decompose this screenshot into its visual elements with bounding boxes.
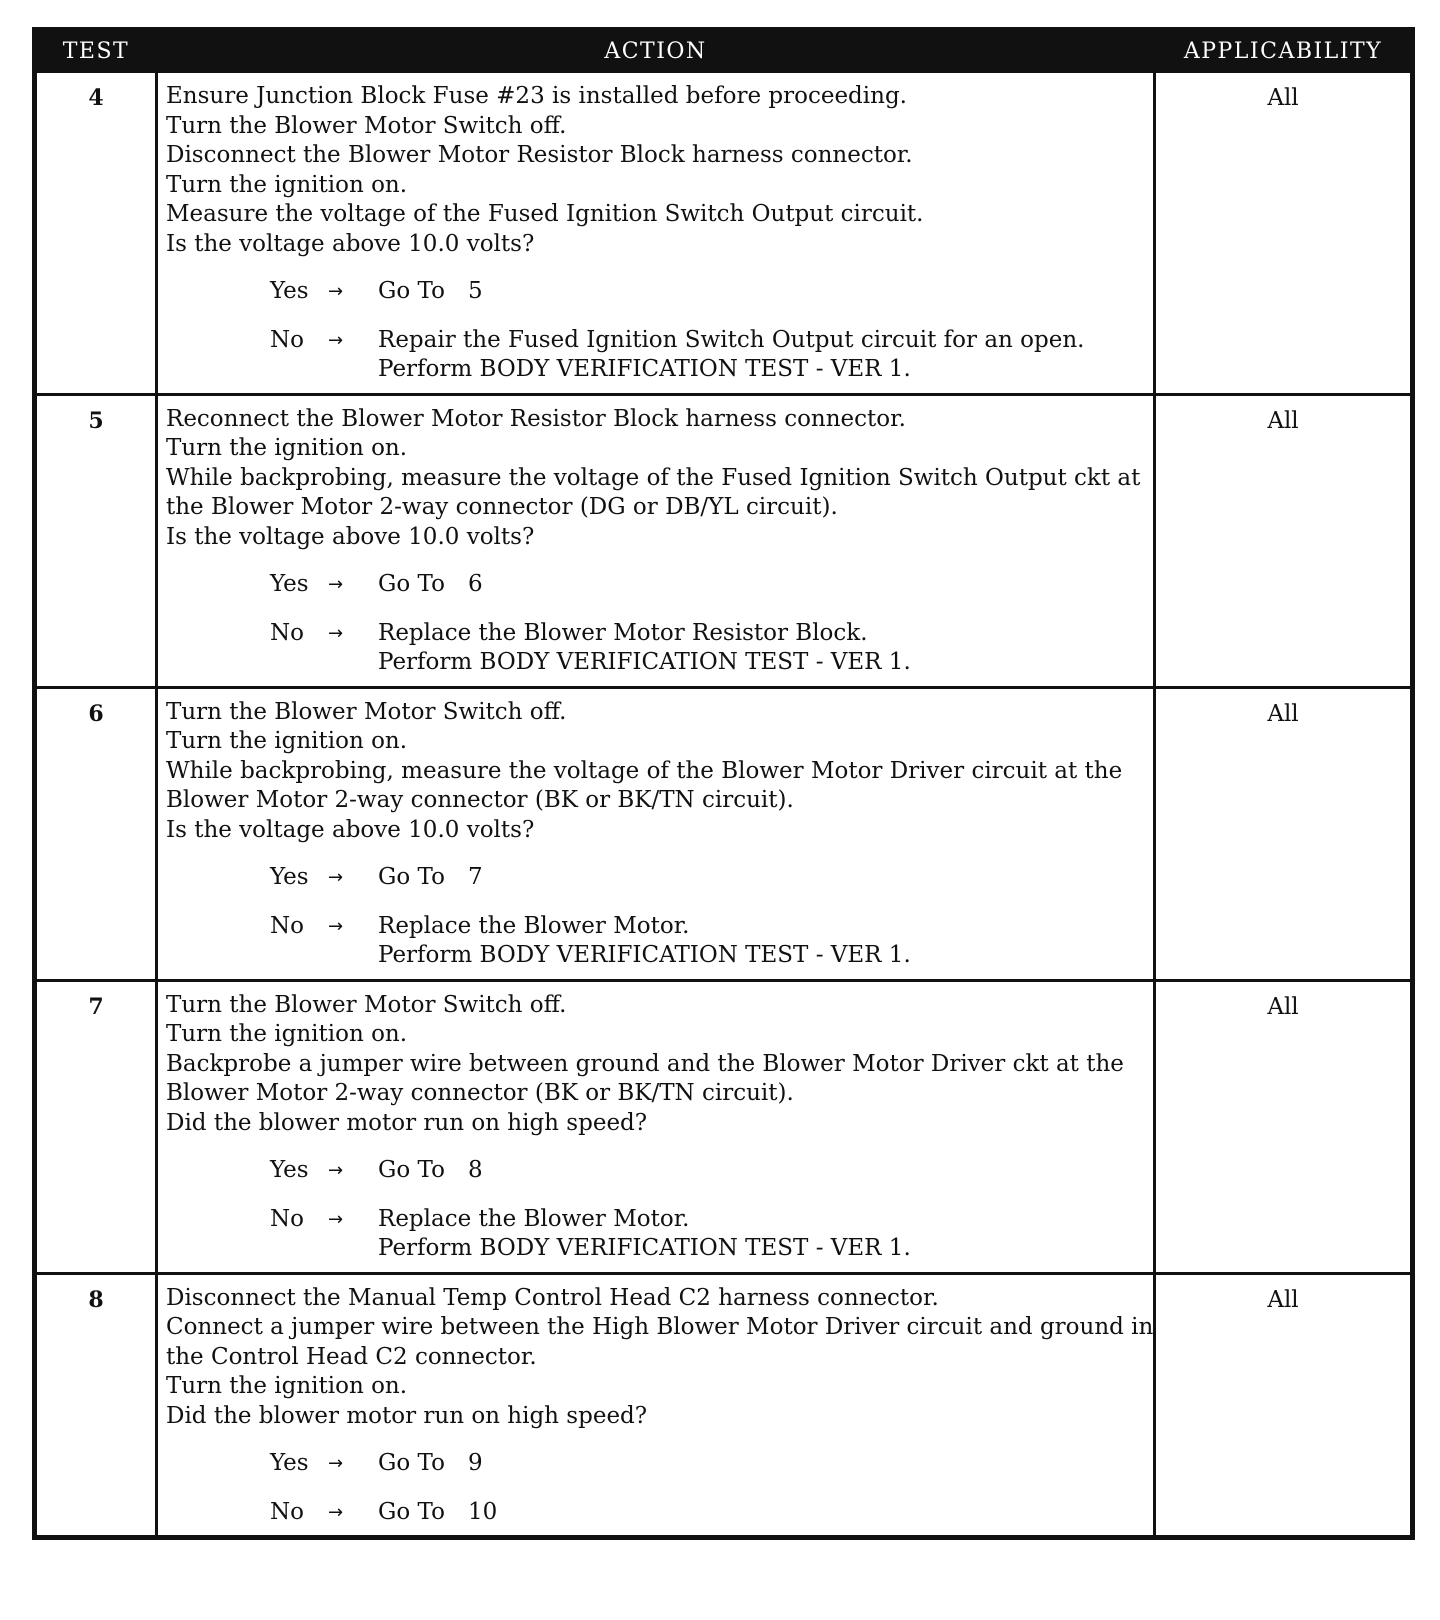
action-cell xyxy=(157,687,1155,980)
goto-label: Go To xyxy=(378,864,445,890)
action-step: Reconnect the Blower Motor Resistor Block harness connector. xyxy=(166,405,906,432)
action-step: Blower Motor 2-way connector (BK or BK/TN circuit). xyxy=(166,1080,794,1106)
action-step: Ensure Junction Block Fuse #23 is installed before proceeding. xyxy=(166,83,907,109)
header-test: TEST xyxy=(35,30,157,72)
test-row-4 xyxy=(35,72,1413,395)
action-step: Is the voltage above 10.0 volts? xyxy=(166,523,535,550)
action-cell xyxy=(157,980,1155,1273)
action-step: Turn the Blower Motor Switch off. xyxy=(166,112,567,139)
test-row-5 xyxy=(35,394,1413,687)
arrow-right-icon: → xyxy=(328,281,344,302)
action-step: Turn the ignition on. xyxy=(166,171,408,198)
test-row-7 xyxy=(35,980,1413,1273)
result-line: Replace the Blower Motor Resistor Block. xyxy=(378,619,868,646)
yes-outcome xyxy=(270,1449,1147,1479)
arrow-right-icon: → xyxy=(328,867,344,888)
goto-number: 7 xyxy=(468,864,483,890)
action-step: Turn the ignition on. xyxy=(166,728,408,754)
action-step: Connect a jumper wire between the High Blower Motor Driver circuit and ground in xyxy=(166,1314,1154,1340)
yes-outcome xyxy=(270,570,1147,600)
action-step: Turn the Blower Motor Switch off. xyxy=(166,698,567,725)
action-step: Turn the ignition on. xyxy=(166,435,408,461)
outcomes xyxy=(270,1449,1147,1527)
test-number: 6 xyxy=(35,687,157,980)
no-outcome xyxy=(270,1205,1147,1264)
no-label: No xyxy=(270,619,304,646)
yes-label: Yes xyxy=(270,278,309,304)
arrow-right-icon: → xyxy=(328,329,344,351)
no-label: No xyxy=(270,1498,304,1525)
action-step: Disconnect the Blower Motor Resistor Block harness connector. xyxy=(166,142,913,168)
action-cell xyxy=(157,1273,1155,1538)
yes-label: Yes xyxy=(270,864,309,890)
test-row-6 xyxy=(35,687,1413,980)
action-cell xyxy=(157,72,1155,395)
no-outcome xyxy=(270,1498,1147,1528)
goto-number: 5 xyxy=(468,278,483,304)
header-applicability: APPLICABILITY xyxy=(1155,30,1413,72)
arrow-right-icon: → xyxy=(328,1453,344,1474)
arrow-right-icon: → xyxy=(328,1501,344,1523)
test-row-8 xyxy=(35,1273,1413,1538)
goto-number: 10 xyxy=(468,1498,498,1525)
applicability-value: All xyxy=(1155,687,1413,980)
action-step: Is the voltage above 10.0 volts? xyxy=(166,816,535,843)
test-number: 7 xyxy=(35,980,157,1273)
action-step: Turn the ignition on. xyxy=(166,1373,408,1399)
goto-number: 6 xyxy=(468,571,483,597)
action-step: Turn the Blower Motor Switch off. xyxy=(166,991,567,1018)
action-step: Blower Motor 2-way connector (BK or BK/TN circuit). xyxy=(166,787,794,813)
result-line: Replace the Blower Motor. xyxy=(378,1205,690,1232)
action-cell xyxy=(157,394,1155,687)
goto-label: Go To xyxy=(378,278,445,304)
diagnostic-test-table xyxy=(32,27,1415,1540)
yes-outcome xyxy=(270,1156,1147,1186)
header-row xyxy=(35,30,1413,72)
outcomes xyxy=(270,570,1147,678)
result-line: Replace the Blower Motor. xyxy=(378,912,690,939)
action-step: While backprobing, measure the voltage of the Fused Ignition Switch Output ckt at xyxy=(166,464,1141,491)
action-step: Is the voltage above 10.0 volts? xyxy=(166,230,535,257)
action-step: Disconnect the Manual Temp Control Head C2 harness connector. xyxy=(166,1284,939,1311)
arrow-right-icon: → xyxy=(328,1160,344,1181)
action-step: While backprobing, measure the voltage of the Blower Motor Driver circuit at the xyxy=(166,757,1123,784)
applicability-value: All xyxy=(1155,980,1413,1273)
applicability-value: All xyxy=(1155,1273,1413,1538)
action-step: Measure the voltage of the Fused Ignition Switch Output circuit. xyxy=(166,201,924,227)
goto-label: Go To xyxy=(378,571,445,597)
goto-label: Go To xyxy=(378,1498,445,1525)
arrow-right-icon: → xyxy=(328,915,344,937)
goto-number: 9 xyxy=(468,1450,483,1476)
no-label: No xyxy=(270,912,304,939)
header-action: ACTION xyxy=(157,30,1155,72)
arrow-right-icon: → xyxy=(328,1208,344,1230)
arrow-right-icon: → xyxy=(328,622,344,644)
test-number: 5 xyxy=(35,394,157,687)
no-outcome xyxy=(270,619,1147,678)
action-step: the Blower Motor 2-way connector (DG or DB/YL circuit). xyxy=(166,494,838,520)
test-number: 8 xyxy=(35,1273,157,1538)
test-number: 4 xyxy=(35,72,157,395)
outcomes xyxy=(270,277,1147,385)
outcomes xyxy=(270,863,1147,971)
action-step: Turn the ignition on. xyxy=(166,1021,408,1047)
no-outcome xyxy=(270,326,1147,385)
outcomes xyxy=(270,1156,1147,1264)
action-step: Did the blower motor run on high speed? xyxy=(166,1402,648,1429)
action-step: Did the blower motor run on high speed? xyxy=(166,1109,648,1136)
applicability-value: All xyxy=(1155,394,1413,687)
no-label: No xyxy=(270,1205,304,1232)
result-line: Perform BODY VERIFICATION TEST - VER 1. xyxy=(378,649,911,675)
yes-label: Yes xyxy=(270,571,309,597)
result-line: Perform BODY VERIFICATION TEST - VER 1. xyxy=(378,942,911,968)
goto-label: Go To xyxy=(378,1450,445,1476)
yes-label: Yes xyxy=(270,1450,309,1476)
applicability-value: All xyxy=(1155,72,1413,395)
action-step: the Control Head C2 connector. xyxy=(166,1343,537,1370)
action-step: Backprobe a jumper wire between ground and the Blower Motor Driver ckt at the xyxy=(166,1050,1124,1077)
goto-number: 8 xyxy=(468,1157,483,1183)
result-line: Perform BODY VERIFICATION TEST - VER 1. xyxy=(378,356,911,382)
yes-outcome xyxy=(270,277,1147,307)
result-line: Perform BODY VERIFICATION TEST - VER 1. xyxy=(378,1235,911,1261)
yes-label: Yes xyxy=(270,1157,309,1183)
no-label: No xyxy=(270,326,304,353)
no-outcome xyxy=(270,912,1147,971)
goto-label: Go To xyxy=(378,1157,445,1183)
arrow-right-icon: → xyxy=(328,574,344,595)
result-line: Repair the Fused Ignition Switch Output circuit for an open. xyxy=(378,326,1085,353)
yes-outcome xyxy=(270,863,1147,893)
